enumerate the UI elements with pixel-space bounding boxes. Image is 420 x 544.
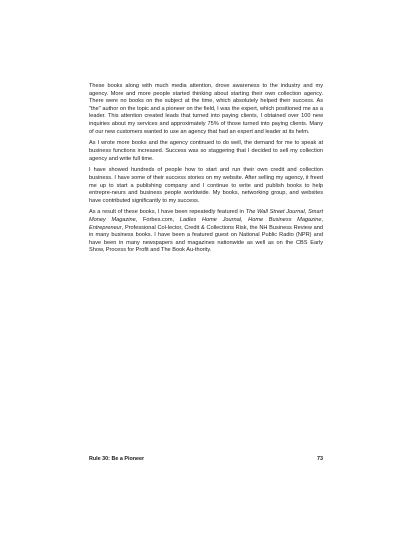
paragraph-text: , Professional Col-lector, Credit & Collections Risk, the NH Business Review and in many business books. I have been a featured guest on National Public Radio (NPR) and have been in many newspapers and magazines nationwide as well as on the CBS Early Show, Process for Profit and The Book Au-thority.: [89, 224, 323, 254]
paragraph: [89, 167, 323, 205]
paragraph-text: I have showed hundreds of people how to start and run their own credit and collection business. I have some of their success stories on my website. After selling my agency, it freed me up to start a publishing company and I continue to write and publish books to help entrepre-neurs and business people worldwide. My books, networking group, and websites have contributed significantly to my success.: [89, 167, 323, 204]
page-body-text: [89, 83, 323, 259]
paragraph: [89, 209, 323, 255]
italic-title-text: Ladies Home Journal: [179, 217, 241, 224]
paragraph-text: , Forbes.com,: [135, 217, 180, 224]
paragraph-text: As a result of these books, I have been repeatedly featured in: [89, 209, 246, 216]
paragraph-text: As I wrote more books and the agency continued to do well, the demand for me to speak at business functions increased. Success was so staggering that I decided to sell my collection agency and write full time.: [89, 140, 323, 162]
italic-title-text: Smart Money Magazine: [89, 209, 323, 224]
paragraph-text: ,: [304, 209, 309, 216]
paragraph: [89, 83, 323, 136]
italic-title-text: Home Business Magazine: [248, 217, 322, 224]
italic-title-text: The Wall Street Journal: [245, 209, 305, 216]
running-footer-chapter: Rule 30: Be a Pioneer: [89, 456, 145, 462]
paragraph-text: ,: [321, 217, 323, 224]
page-footer: [89, 456, 323, 462]
paragraph: [89, 140, 323, 163]
page-number: 73: [317, 456, 323, 462]
italic-title-text: Entrepreneur: [89, 224, 122, 231]
paragraph-text: These books along with much media attention, drove awareness to the industry and my agency. More and more people started thinking about starting their own collection agency. There were no books on the subject at the time, which absolutely helped their success. As "the" author on the topic and a pioneer on the field, I was the expert, which positioned me as a leader. This attention created leads that turned into paying clients, I obtained over 100 new inquiries about my services and approximately 75% of those turned into paying clients. Many of our new customers wanted to use an agency that had an expert and leader at its helm.: [89, 83, 323, 135]
paragraph-text: ,: [240, 217, 249, 224]
